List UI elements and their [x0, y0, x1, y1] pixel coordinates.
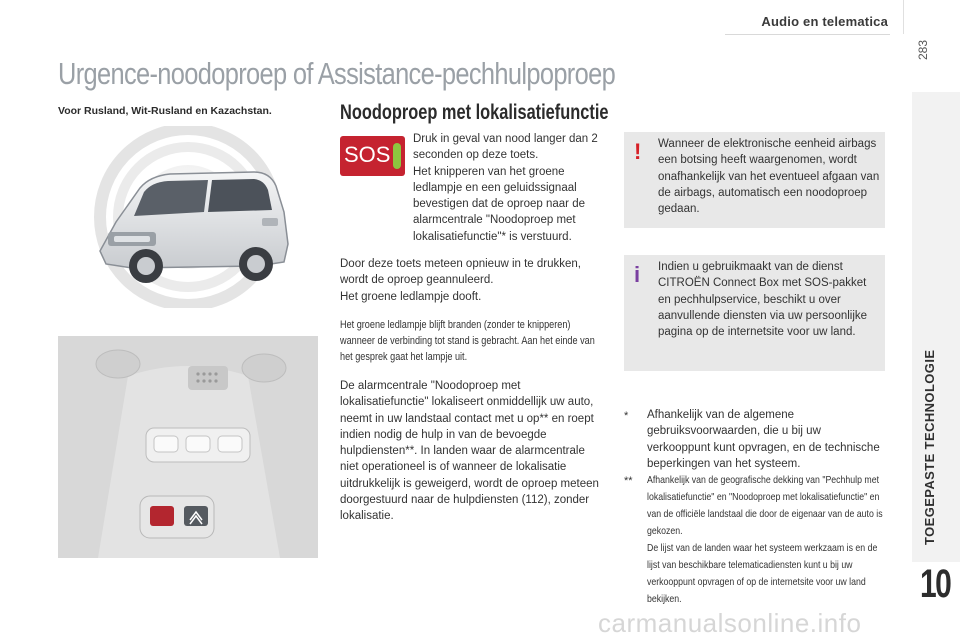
chapter-title: TOEGEPASTE TECHNOLOGIE [922, 349, 937, 545]
info-icon: i [634, 262, 641, 287]
car-illustration [58, 126, 318, 308]
led-note: Het groene ledlampje blijft branden (zonder te knipperen) wanneer de verbinding tot stand is gebracht. Aan het einde van het gesprek gaat het lampje uit. [340, 319, 595, 363]
header-vertical-divider [903, 0, 904, 34]
page-title: Urgence-noodoproep of Assistance-pechhulpoproep [58, 56, 616, 91]
section-title: Audio en telematica [761, 14, 888, 29]
ceiling-console-photo [58, 336, 318, 558]
cancel-instructions: Door deze toets meteen opnieuw in te drukken, wordt de oproep geannuleerd. Het groene ledlampje dooft. [340, 258, 582, 303]
info-text: Indien u gebruikmaakt van de dienst CITROËN Connect Box met SOS-pakket en pechhulpservice, beschikt u over aanvullende diensten via uw persoonlijke pagina op de internetsite voor uw land. [658, 261, 868, 339]
watermark: carmanualsonline.info [598, 608, 862, 638]
sos-button-label: SOS [344, 142, 391, 167]
warning-box [624, 132, 885, 228]
sos-button[interactable] [340, 136, 405, 176]
header-divider [725, 34, 890, 35]
country-note: Voor Rusland, Wit-Rusland en Kazachstan. [58, 105, 272, 117]
step-instructions: Druk in geval van nood langer dan 2 seconden op deze toets. Het knipperen van het groene ledlampje en een geluidssignaal bevestigen dat de oproep naar de alarmcentrale "Noodoproep met lokalisatiefunctie"* is verstuurd. [413, 133, 598, 243]
footnote-text: Afhankelijk van de geografische dekking van "Pechhulp met lokalisatiefunctie" en "Noodoproep met lokalisatiefunctie" en van de officiële landstaal die door de eigenaar van de auto is gekozen. De lijst van de landen waar het systeem werkzaam is en de lijst van beschikbare telematicadiensten kunt u bij uw verkooppunt opvragen of op de internetsite voor uw land bekijken. [647, 475, 883, 605]
chapter-number: 10 [920, 562, 951, 606]
footnote-text: Afhankelijk van de algemene gebruiksvoorwaarden, die u bij uw verkooppunt kunt opvragen, en de technische beperkingen van het systeem. [647, 409, 880, 470]
footnote-mark: ** [624, 475, 633, 487]
green-led-icon [393, 143, 401, 169]
section-heading: Noodoproep met lokalisatiefunctie [340, 101, 609, 124]
console-image [58, 336, 318, 558]
alarm-center-text: De alarmcentrale "Noodoproep met lokalisatiefunctie" lokaliseert onmiddellijk uw auto, neemt in uw landstaal contact met u op** en roept indien nodig de hulp in van de bevoegde hulpdiensten**. In landen waar de alarmcentrale niet operationeel is of wanneer de lokalisatie uitdrukkelijk is geweigerd, wordt de oproep meteen doorgestuurd naar de hulpdiensten (112), zonder lokalisatie. [340, 380, 599, 523]
car-image [58, 126, 318, 308]
info-box [624, 255, 885, 371]
warning-text: Wanneer de elektronische eenheid airbags een botsing heeft waargenomen, wordt onafhankelijk van het eventueel afgaan van de airbags, automatisch een noodoproep gedaan. [658, 138, 880, 216]
page-number: 283 [916, 39, 930, 60]
warning-icon: ! [634, 139, 642, 164]
footnote-mark: * [624, 410, 629, 422]
